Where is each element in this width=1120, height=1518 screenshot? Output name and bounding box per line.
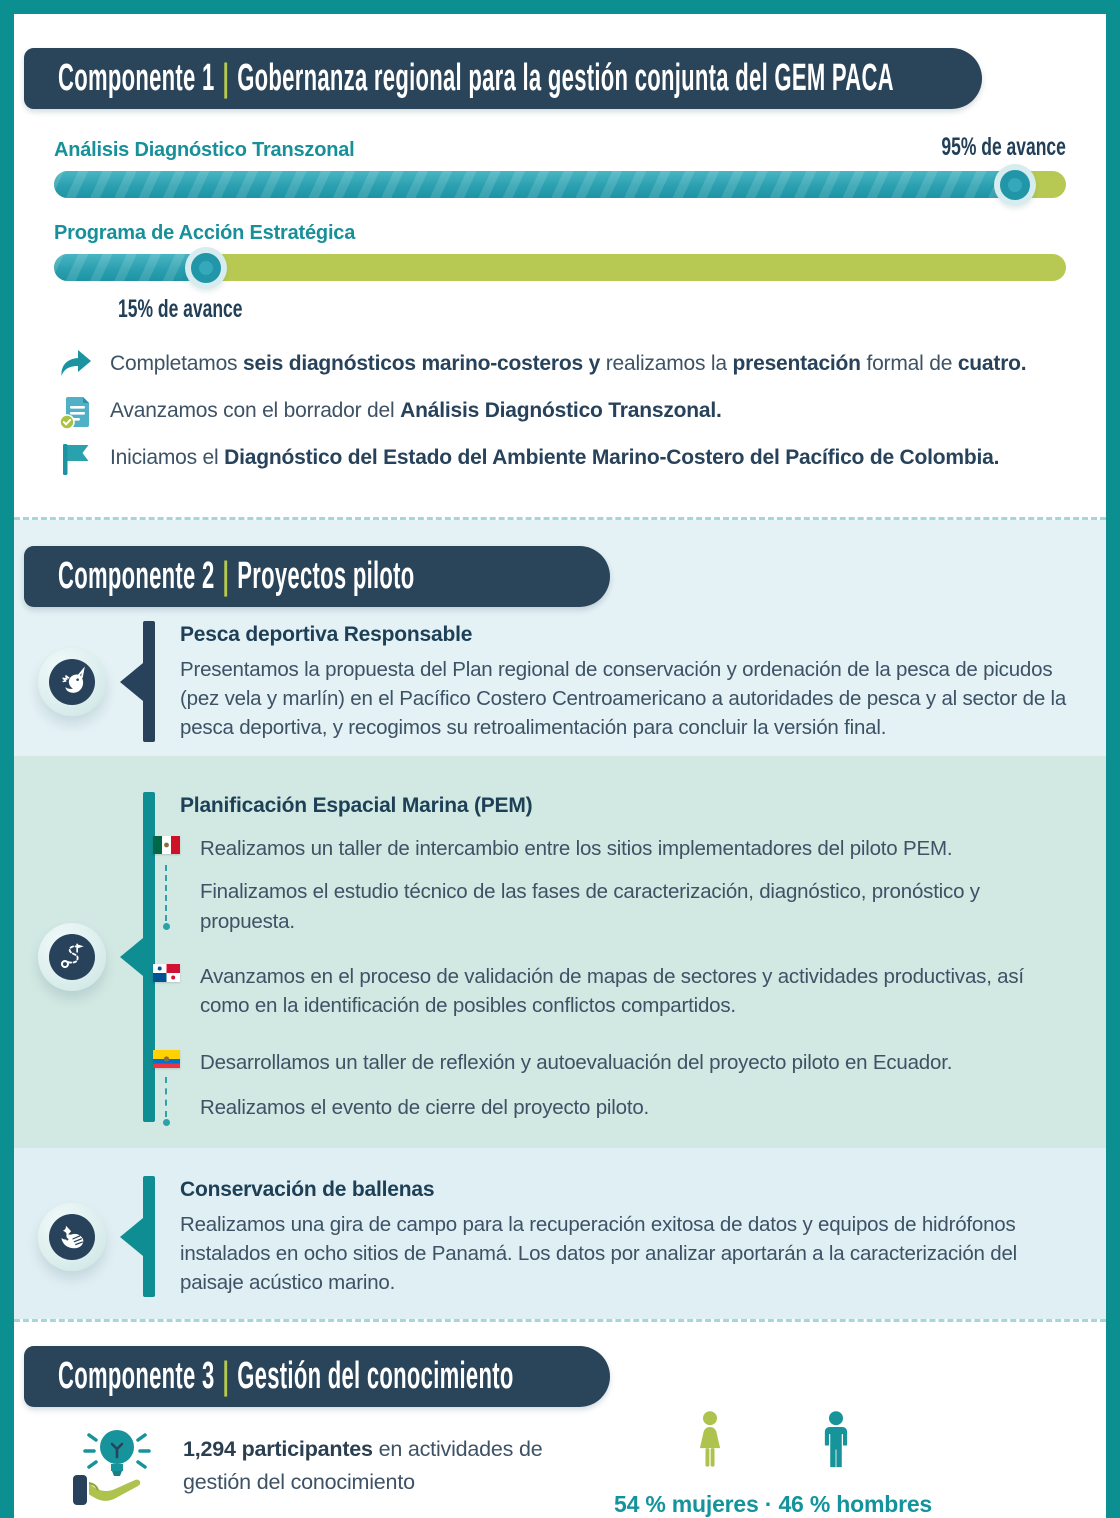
progress-value-pae: 15% de avance — [118, 295, 243, 323]
bullet-text: Completamos seis diagnósticos marino-costeros y realizamos la presentación formal de cuatro. — [110, 352, 1027, 375]
progress-handle-adt — [1000, 170, 1030, 200]
project-pem — [14, 792, 1106, 1122]
pem-bullet-text: Finalizamos el estudio técnico de las fases de caracterización, diagnóstico, pronóstico y propuesta. — [200, 880, 980, 933]
component1-bullets — [58, 350, 1066, 517]
component3-section — [14, 1322, 1106, 1518]
man-icon — [818, 1411, 854, 1479]
pem-bullet-text: Avanzamos en el proceso de validación de mapas de sectores y actividades productivas, así como en la identificación de posibles conflictos compartidos. — [200, 964, 1024, 1017]
pem-bullet-text: Desarrollamos un taller de reflexión y autoevaluación del proyecto piloto en Ecuador. — [200, 1050, 953, 1074]
participants-text: 1,294 participantes en actividades de gestión del conocimiento — [183, 1437, 543, 1494]
progress-bar-adt — [54, 171, 1066, 198]
pem-subbullet-estudio — [153, 877, 1070, 935]
document-check-icon — [58, 395, 94, 429]
component2-header — [24, 546, 610, 607]
component2-section — [14, 520, 1106, 1319]
band-pesca — [14, 520, 1106, 756]
flag-icon — [58, 442, 94, 476]
bullet-text: Avanzamos con el borrador del Análisis Diagnóstico Transzonal. — [110, 399, 722, 422]
pem-bullet-text: Realizamos un taller de intercambio entre los sitios implementadores del piloto PEM. — [200, 837, 953, 861]
component3-header — [24, 1346, 610, 1407]
pem-subbullet-cierre — [153, 1093, 1070, 1122]
progress-value-adt: 95% de avance — [941, 133, 1066, 161]
bullet-borrador — [58, 397, 1066, 429]
project-title-ballenas: Conservación de ballenas — [180, 1178, 435, 1202]
component2-title: Componente 2 | Proyectos piloto — [58, 555, 415, 597]
pem-bullet-panama — [153, 962, 1070, 1020]
band-pem — [14, 756, 1106, 1148]
whale-icon — [38, 1203, 106, 1271]
project-body-pesca: Presentamos la propuesta del Plan regional de conservación y ordenación de la pesca de picudos (pez vela y marlín) en el Pacífico Costero Centroamericano a autoridades de pesca y al sector de la pesca deportiva, y recogimos su retroalimentación para concluir la versión final. — [180, 658, 1067, 740]
band-ballenas — [14, 1148, 1106, 1319]
dashed-connector — [165, 865, 167, 921]
project-pointer-bar — [143, 1176, 155, 1297]
idea-hand-icon — [65, 1417, 165, 1518]
pem-bullet-ecuador — [153, 1048, 1070, 1077]
gender-label: 54 % mujeres · 46 % hombres — [613, 1491, 932, 1518]
progress-group-adt — [54, 133, 1066, 198]
progress-fill-pae — [54, 254, 206, 281]
infographic-page — [14, 14, 1106, 1518]
sailfish-icon — [38, 648, 106, 716]
project-pointer-bar — [143, 621, 155, 742]
progress-fill-adt — [54, 171, 1015, 198]
route-map-icon — [38, 923, 106, 991]
component1-title: Componente 1 | Gobernanza regional para la gestión conjunta del GEM PACA — [58, 57, 894, 99]
project-ballenas — [14, 1176, 1106, 1297]
share-arrow-icon — [58, 348, 94, 382]
component1-header — [24, 48, 982, 109]
title-divider: | — [222, 555, 230, 597]
project-title-pesca: Pesca deportiva Responsable — [180, 623, 473, 646]
progress-bar-pae — [54, 254, 1066, 281]
title-divider: | — [222, 57, 230, 99]
title-divider: | — [222, 1355, 230, 1398]
woman-icon — [692, 1411, 728, 1479]
bullet-iniciamos — [58, 444, 1066, 476]
gender-stats — [603, 1411, 943, 1518]
progress-label-adt: Análisis Diagnóstico Transzonal — [54, 139, 355, 161]
progress-label-pae: Programa de Acción Estratégica — [54, 222, 356, 244]
ecuador-flag — [153, 1050, 180, 1068]
progress-group-pae — [54, 222, 1066, 324]
progress-handle-pae — [191, 253, 221, 283]
project-pesca-deportiva — [14, 621, 1106, 742]
pem-bullet-mexico — [153, 834, 1070, 863]
component1-section — [14, 14, 1106, 517]
panama-flag — [153, 964, 180, 982]
pem-bullet-text: Realizamos el evento de cierre del proyecto piloto. — [200, 1095, 650, 1119]
component3-title: Componente 3 | Gestión del conocimiento — [58, 1355, 514, 1398]
bullet-text: Iniciamos el Diagnóstico del Estado del Ambiente Marino-Costero del Pacífico de Colombia. — [110, 446, 1000, 469]
project-title-pem: Planificación Espacial Marina (PEM) — [180, 794, 533, 818]
mexico-flag — [153, 836, 180, 854]
bullet-diagnosticos — [58, 350, 1066, 382]
project-body-ballenas: Realizamos una gira de campo para la recuperación exitosa de datos y equipos de hidrófonos instalados en ocho sitios de Panamá. Los datos por analizar aportarán a la caracterización del paisaje acústico marino. — [180, 1213, 1018, 1295]
dashed-connector — [165, 1077, 167, 1117]
